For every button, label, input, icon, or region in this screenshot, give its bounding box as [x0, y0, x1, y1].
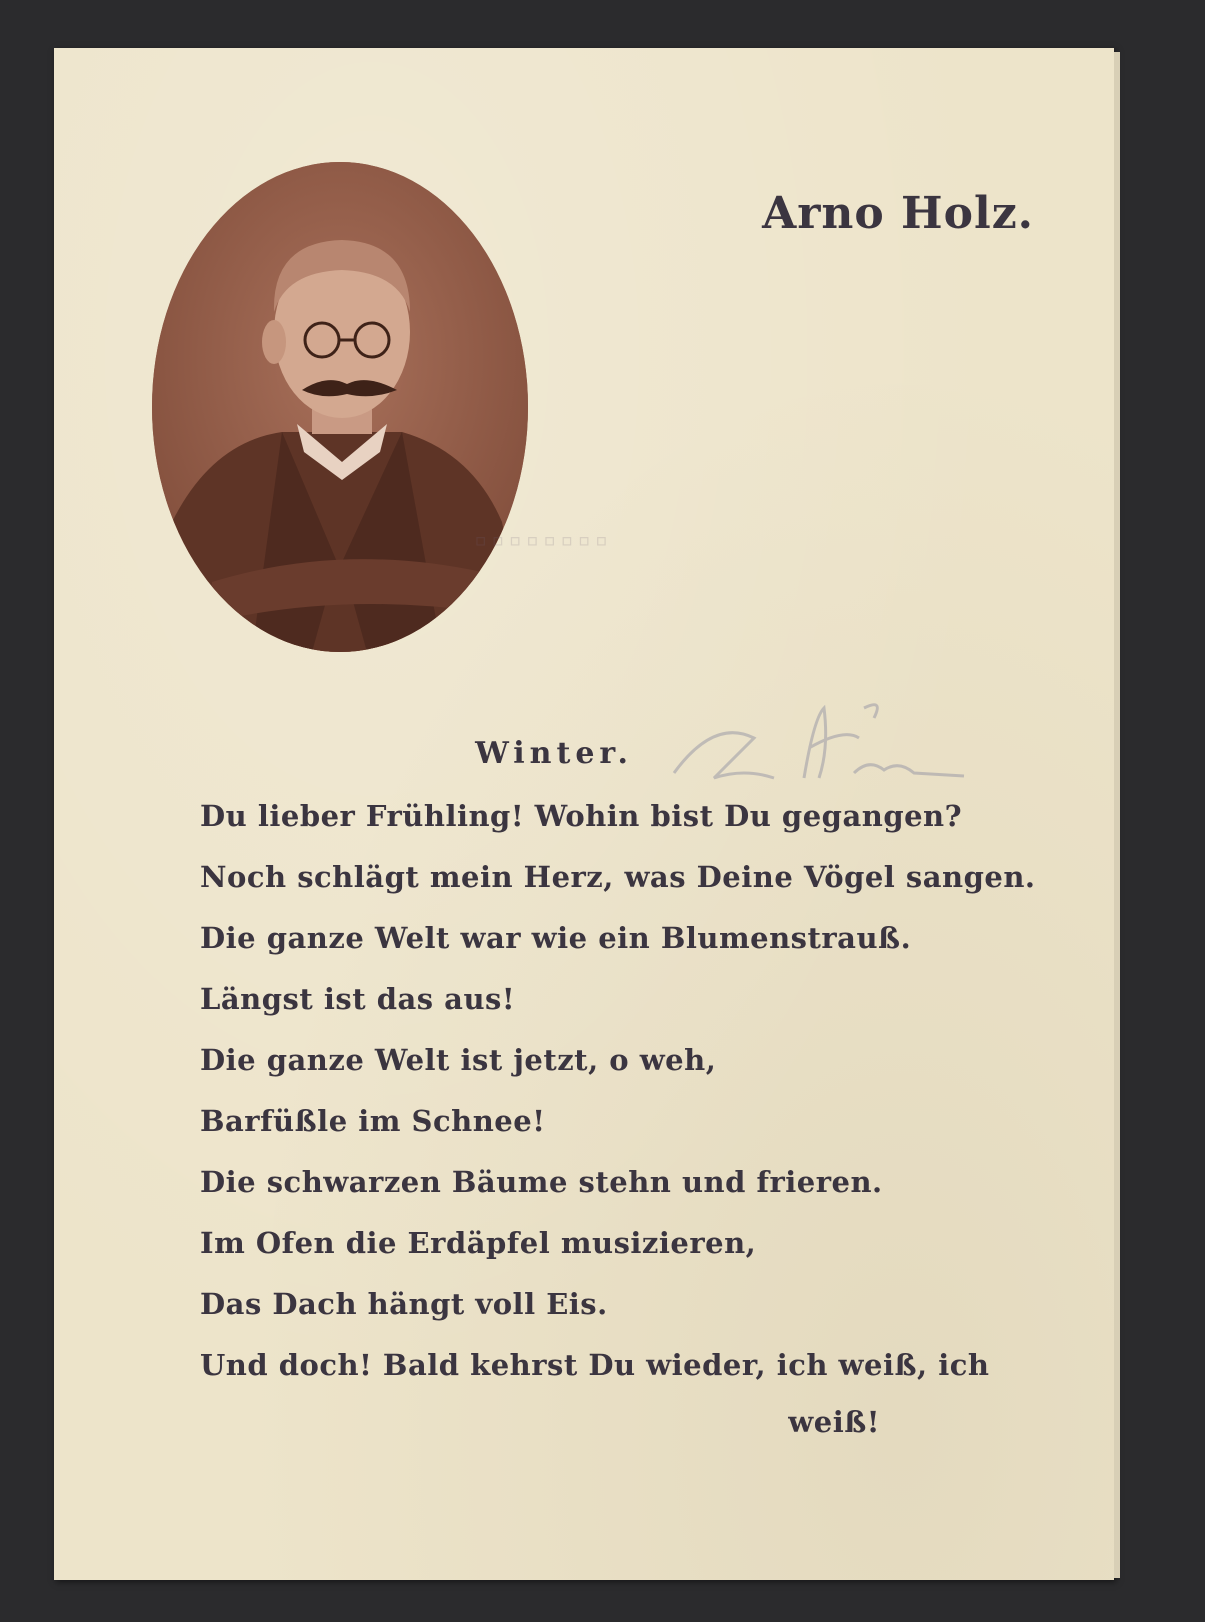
portrait-image [152, 162, 528, 652]
poem-line: weiß! [788, 1405, 880, 1439]
poem-line: Noch schlägt mein Herz, was Deine Vögel sangen. [200, 860, 1036, 894]
poem-line: Im Ofen die Erdäpfel musizieren, [200, 1226, 757, 1260]
poem-line: Das Dach hängt voll Eis. [200, 1287, 608, 1321]
show-through-stamp: ▫▫▫▫▫▫▫▫ [474, 528, 612, 553]
postcard [54, 48, 1114, 1580]
poem-line: Du lieber Frühling! Wohin bist Du gegangen? [200, 799, 963, 833]
poem-line: Die schwarzen Bäume stehn und frieren. [200, 1165, 883, 1199]
poem-line: Die ganze Welt ist jetzt, o weh, [200, 1043, 717, 1077]
author-name: Arno Holz. [762, 188, 1034, 239]
poem-line: Längst ist das aus! [200, 982, 516, 1016]
card-edge [1114, 52, 1120, 1578]
poem-line: Und doch! Bald kehrst Du wieder, ich weiß, ich [200, 1348, 990, 1382]
poem-body [200, 786, 1036, 1448]
poem-line: Barfüßle im Schnee! [200, 1104, 546, 1138]
author-portrait [152, 162, 528, 652]
poem-line: Die ganze Welt war wie ein Blumenstrauß. [200, 921, 912, 955]
poem-title: Winter. [475, 736, 633, 771]
